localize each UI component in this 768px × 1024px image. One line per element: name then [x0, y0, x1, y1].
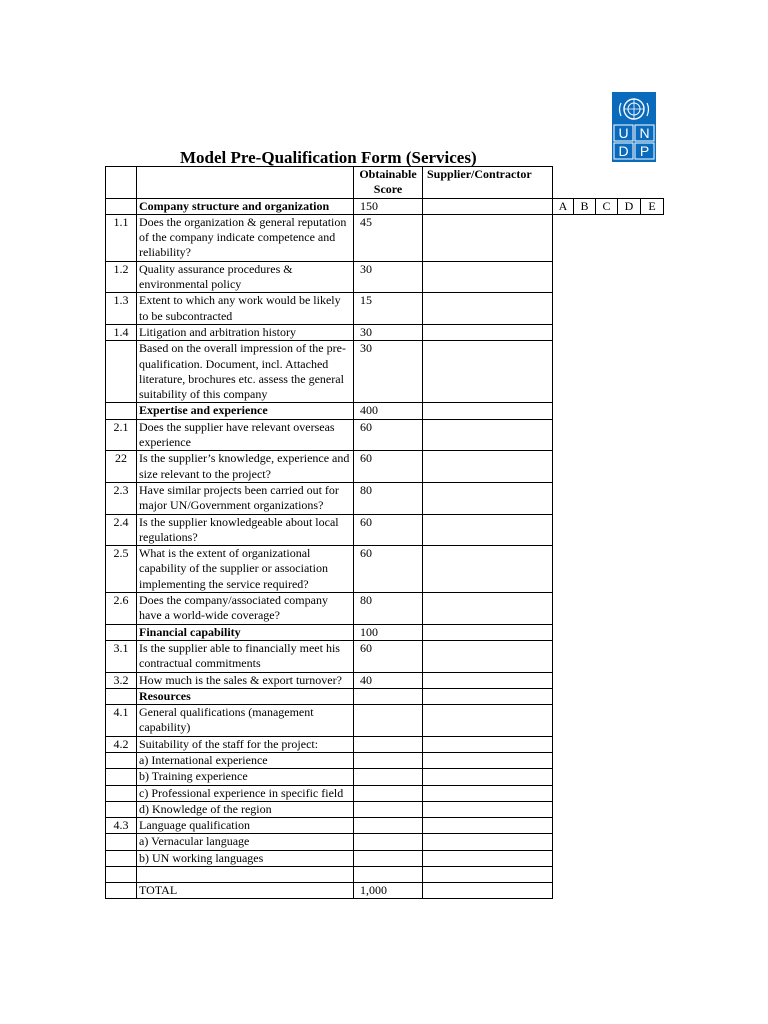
grade-d: D [618, 198, 641, 214]
grade-spacer [553, 546, 664, 593]
row-score: 1,000 [354, 883, 423, 899]
table-row [106, 688, 664, 704]
grade-spacer [553, 785, 664, 801]
row-score: 15 [354, 293, 423, 325]
grade-spacer [553, 419, 664, 451]
row-criterion: Have similar projects been carried out for major UN/Government organizations? [137, 482, 354, 514]
table-row [106, 341, 664, 403]
table-row [106, 293, 664, 325]
row-criterion: Does the organization & general reputation of the company indicate competence and reliability? [137, 214, 354, 261]
row-number [106, 867, 137, 883]
supplier-cell[interactable] [423, 514, 553, 546]
supplier-cell[interactable] [423, 341, 553, 403]
grade-spacer [553, 214, 664, 261]
row-criterion: Quality assurance procedures & environmental policy [137, 261, 354, 293]
supplier-cell[interactable] [423, 688, 553, 704]
row-criterion: General qualifications (management capability) [137, 705, 354, 737]
header-supplier: Supplier/Contractor [423, 167, 553, 199]
row-number [106, 883, 137, 899]
row-number [106, 785, 137, 801]
row-score: 30 [354, 341, 423, 403]
row-score: 80 [354, 482, 423, 514]
row-criterion: Financial capability [137, 624, 354, 640]
grade-spacer [553, 736, 664, 752]
row-criterion: Does the company/associated company have a world-wide coverage? [137, 593, 354, 625]
row-score: 60 [354, 640, 423, 672]
row-criterion: What is the extent of organizational capability of the supplier or association implementing the service required? [137, 546, 354, 593]
prequalification-table [105, 166, 664, 899]
grade-e: E [641, 198, 664, 214]
row-number [106, 198, 137, 214]
row-criterion: Is the supplier able to financially meet his contractual commitments [137, 640, 354, 672]
row-criterion: Language qualification [137, 818, 354, 834]
table-row [106, 514, 664, 546]
row-criterion: Does the supplier have relevant overseas experience [137, 419, 354, 451]
grade-a: A [553, 198, 574, 214]
grade-spacer [553, 293, 664, 325]
table-row [106, 867, 664, 883]
supplier-cell[interactable] [423, 403, 553, 419]
supplier-cell[interactable] [423, 451, 553, 483]
row-score [354, 785, 423, 801]
row-number: 1.1 [106, 214, 137, 261]
table-row [106, 785, 664, 801]
row-score: 80 [354, 593, 423, 625]
table-row [106, 850, 664, 866]
table-row [106, 482, 664, 514]
logo-letter-u: U [618, 125, 629, 141]
row-criterion: a) Vernacular language [137, 834, 354, 850]
supplier-cell[interactable] [423, 261, 553, 293]
grade-spacer [553, 514, 664, 546]
row-score [354, 769, 423, 785]
row-number: 3.1 [106, 640, 137, 672]
row-number [106, 624, 137, 640]
table-row [106, 214, 664, 261]
table-row [106, 261, 664, 293]
supplier-cell[interactable] [423, 293, 553, 325]
row-score [354, 705, 423, 737]
row-criterion: Expertise and experience [137, 403, 354, 419]
table-row [106, 593, 664, 625]
row-score [354, 850, 423, 866]
row-score: 100 [354, 624, 423, 640]
row-score: 150 [354, 198, 423, 214]
supplier-cell[interactable] [423, 850, 553, 866]
supplier-cell[interactable] [423, 546, 553, 593]
row-number: 3.2 [106, 672, 137, 688]
table-row [106, 883, 664, 899]
supplier-cell[interactable] [423, 834, 553, 850]
row-number [106, 403, 137, 419]
supplier-cell[interactable] [423, 769, 553, 785]
row-criterion: a) International experience [137, 752, 354, 768]
row-criterion: Company structure and organization [137, 198, 354, 214]
supplier-cell[interactable] [423, 736, 553, 752]
table-row [106, 198, 664, 214]
grade-spacer [553, 801, 664, 817]
header-row [106, 167, 664, 199]
grade-c: C [596, 198, 618, 214]
row-score [354, 688, 423, 704]
row-number [106, 341, 137, 403]
supplier-cell[interactable] [423, 419, 553, 451]
row-score: 30 [354, 324, 423, 340]
row-score [354, 752, 423, 768]
grade-spacer [553, 752, 664, 768]
table-row [106, 834, 664, 850]
form-title: Model Pre-Qualification Form (Services) [180, 148, 477, 167]
supplier-cell[interactable] [423, 624, 553, 640]
row-number [106, 752, 137, 768]
row-number: 22 [106, 451, 137, 483]
supplier-cell[interactable] [423, 752, 553, 768]
row-score [354, 801, 423, 817]
row-score: 60 [354, 419, 423, 451]
row-number: 2.4 [106, 514, 137, 546]
header-grade-spacer [553, 167, 664, 199]
table-row [106, 672, 664, 688]
row-criterion: How much is the sales & export turnover? [137, 672, 354, 688]
supplier-cell[interactable] [423, 324, 553, 340]
row-number: 4.2 [106, 736, 137, 752]
row-score [354, 818, 423, 834]
row-number: 4.3 [106, 818, 137, 834]
table-row [106, 769, 664, 785]
row-score: 45 [354, 214, 423, 261]
row-number: 2.3 [106, 482, 137, 514]
row-score [354, 867, 423, 883]
table-row [106, 324, 664, 340]
row-criterion: b) Training experience [137, 769, 354, 785]
grade-spacer [553, 883, 664, 899]
row-number [106, 769, 137, 785]
grade-spacer [553, 867, 664, 883]
header-criteria-cell [137, 167, 354, 199]
supplier-cell[interactable] [423, 593, 553, 625]
grade-spacer [553, 593, 664, 625]
grade-spacer [553, 640, 664, 672]
grade-spacer [553, 324, 664, 340]
grade-spacer [553, 341, 664, 403]
grade-spacer [553, 688, 664, 704]
row-number: 1.3 [106, 293, 137, 325]
grade-spacer [553, 451, 664, 483]
row-score: 400 [354, 403, 423, 419]
supplier-cell[interactable] [423, 198, 553, 214]
row-score: 30 [354, 261, 423, 293]
row-score: 40 [354, 672, 423, 688]
supplier-cell[interactable] [423, 883, 553, 899]
row-criterion [137, 867, 354, 883]
row-criterion: b) UN working languages [137, 850, 354, 866]
row-number: 2.5 [106, 546, 137, 593]
row-number [106, 801, 137, 817]
row-number: 2.1 [106, 419, 137, 451]
table-row [106, 752, 664, 768]
undp-logo [612, 92, 656, 162]
grade-spacer [553, 672, 664, 688]
row-number: 1.4 [106, 324, 137, 340]
header-num-cell [106, 167, 137, 199]
row-criterion: c) Professional experience in specific field [137, 785, 354, 801]
table-row [106, 640, 664, 672]
logo-letter-d: D [618, 143, 629, 159]
grade-spacer [553, 705, 664, 737]
grade-spacer [553, 403, 664, 419]
supplier-cell[interactable] [423, 818, 553, 834]
supplier-cell[interactable] [423, 672, 553, 688]
table-row [106, 419, 664, 451]
row-criterion: Suitability of the staff for the project: [137, 736, 354, 752]
row-score [354, 834, 423, 850]
supplier-cell[interactable] [423, 640, 553, 672]
table-row [106, 705, 664, 737]
grade-b: B [574, 198, 596, 214]
row-criterion: Is the supplier knowledgeable about local regulations? [137, 514, 354, 546]
table-row [106, 546, 664, 593]
grade-spacer [553, 261, 664, 293]
supplier-cell[interactable] [423, 482, 553, 514]
row-criterion: Resources [137, 688, 354, 704]
row-score: 60 [354, 514, 423, 546]
row-criterion: TOTAL [137, 883, 354, 899]
row-criterion: d) Knowledge of the region [137, 801, 354, 817]
table-row [106, 403, 664, 419]
row-score: 60 [354, 451, 423, 483]
header-score: Obtainable Score [354, 167, 423, 199]
logo-letter-p: P [639, 143, 650, 159]
supplier-cell[interactable] [423, 785, 553, 801]
grade-spacer [553, 818, 664, 834]
grade-spacer [553, 850, 664, 866]
table-row [106, 818, 664, 834]
supplier-cell[interactable] [423, 705, 553, 737]
row-criterion: Extent to which any work would be likely to be subcontracted [137, 293, 354, 325]
row-number: 1.2 [106, 261, 137, 293]
logo-letter-n: N [639, 125, 650, 141]
supplier-cell[interactable] [423, 214, 553, 261]
row-number: 2.6 [106, 593, 137, 625]
row-number: 4.1 [106, 705, 137, 737]
table-row [106, 801, 664, 817]
row-score: 60 [354, 546, 423, 593]
grade-spacer [553, 482, 664, 514]
grade-spacer [553, 624, 664, 640]
row-criterion: Litigation and arbitration history [137, 324, 354, 340]
grade-spacer [553, 834, 664, 850]
table-row [106, 451, 664, 483]
row-criterion: Is the supplier’s knowledge, experience and size relevant to the project? [137, 451, 354, 483]
table-row [106, 624, 664, 640]
row-number [106, 834, 137, 850]
table-row [106, 736, 664, 752]
supplier-cell[interactable] [423, 867, 553, 883]
row-criterion: Based on the overall impression of the pre-qualification. Document, incl. Attached literature, brochures etc. assess the general suitability of this company [137, 341, 354, 403]
row-number [106, 688, 137, 704]
row-score [354, 736, 423, 752]
grade-spacer [553, 769, 664, 785]
row-number [106, 850, 137, 866]
supplier-cell[interactable] [423, 801, 553, 817]
